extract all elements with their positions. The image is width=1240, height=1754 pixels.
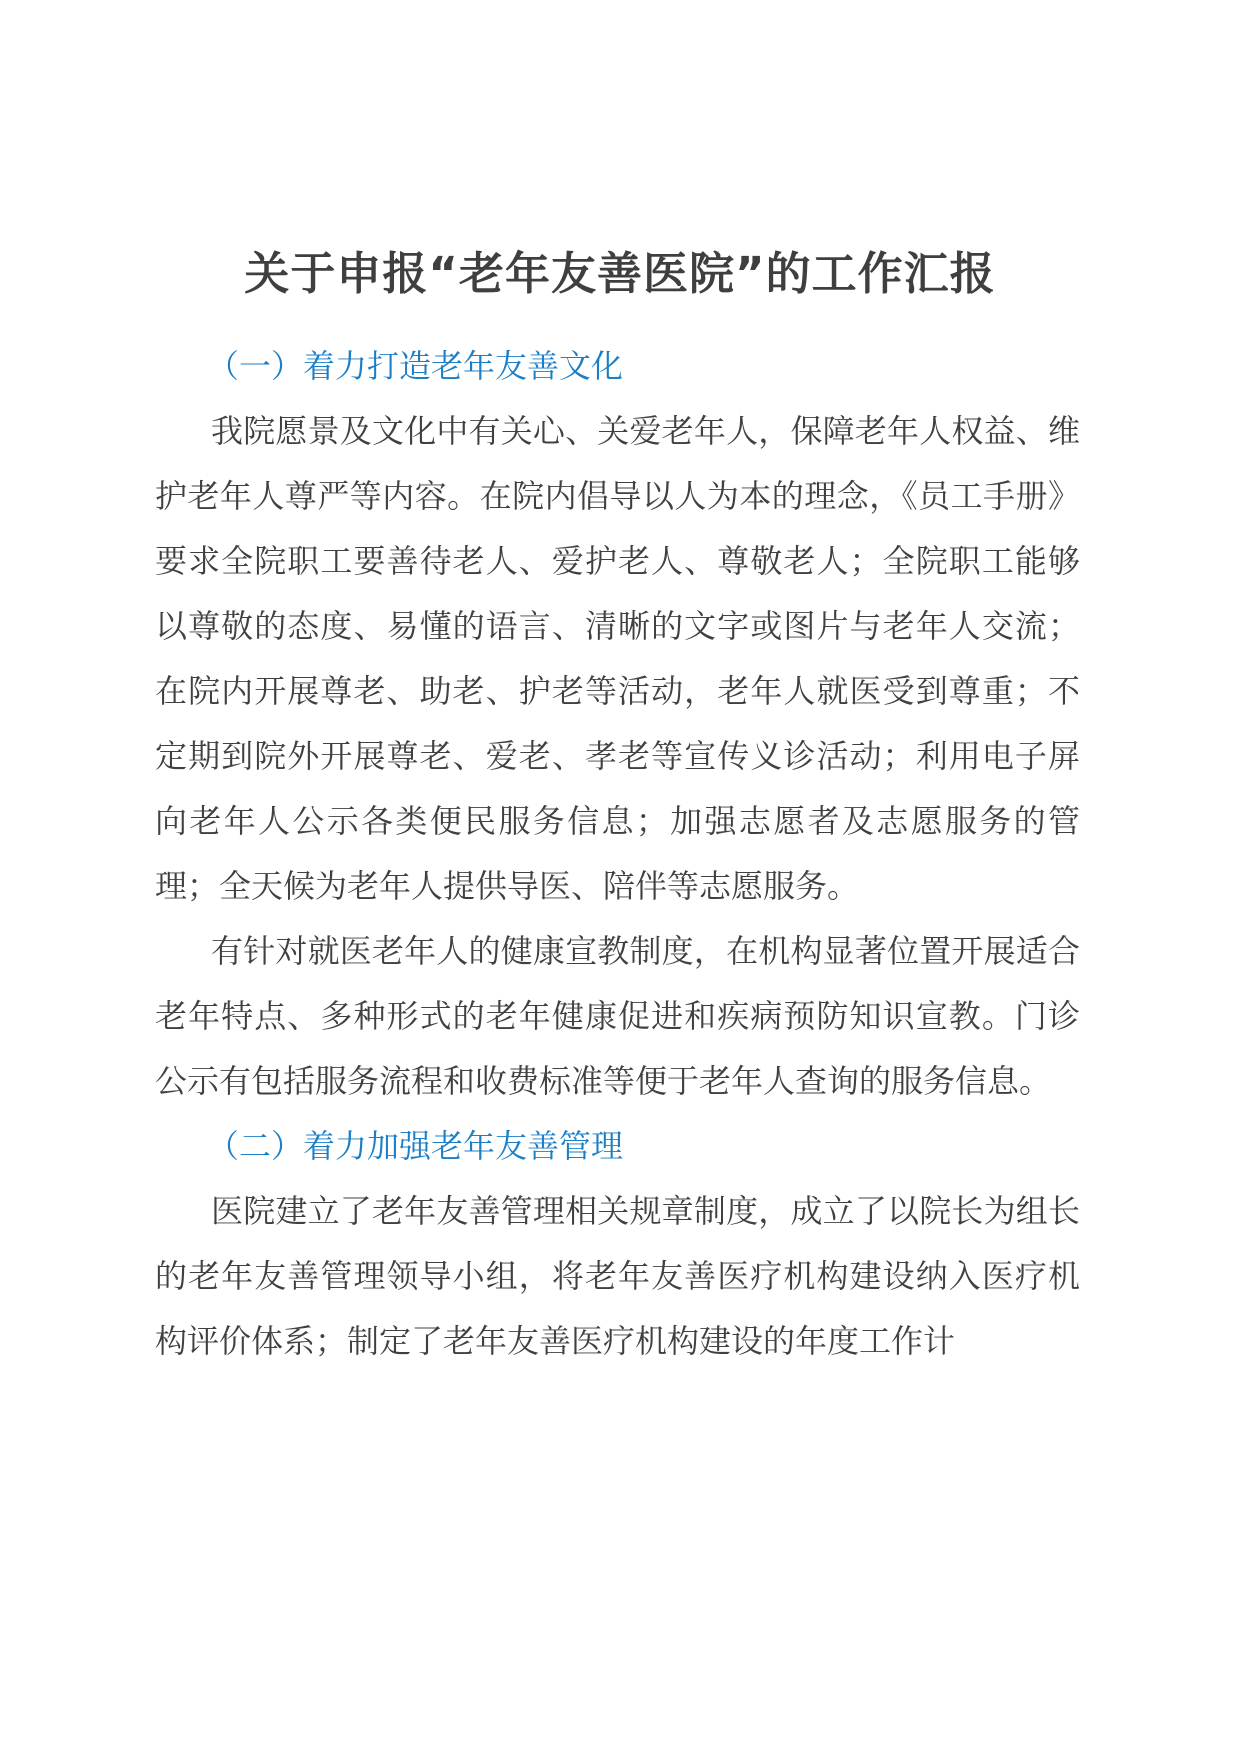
- document-title: 关于申报“老年友善医院”的工作汇报: [244, 247, 996, 300]
- section-heading-2: （二）着力加强老年友善管理: [207, 1127, 624, 1165]
- section-1-paragraph-1: 我院愿景及文化中有关心、关爱老年人，保障老年人权益、维护老年人尊严等内容。在院内倡导以人为本的理念，《员工手册》要求全院职工要善待老人、爱护老人、尊敬老人；全院职工能够以尊敬的态度、易懂的语言、清晰的文字或图片与老年人交流；在院内开展尊老、助老、护老等活动，老年人就医受到尊重；不定期到院外开展尊老、爱老、孝老等宣传义诊活动；利用电子屏向老年人公示各类便民服务信息；加强志愿者及志愿服务的管理；全天候为老年人提供导医、陪伴等志愿服务。: [155, 412, 1080, 905]
- section-2-paragraph-1: 医院建立了老年友善管理相关规章制度，成立了以院长为组长的老年友善管理领导小组，将老年友善医疗机构建设纳入医疗机构评价体系；制定了老年友善医疗机构建设的年度工作计: [155, 1192, 1080, 1360]
- section-heading-1: （一）着力打造老年友善文化: [207, 347, 624, 385]
- document-body: [155, 334, 1080, 1374]
- section-1-paragraph-2: 有针对就医老年人的健康宣教制度，在机构显著位置开展适合老年特点、多种形式的老年健康促进和疾病预防知识宣教。门诊公示有包括服务流程和收费标准等便于老年人查询的服务信息。: [155, 932, 1080, 1100]
